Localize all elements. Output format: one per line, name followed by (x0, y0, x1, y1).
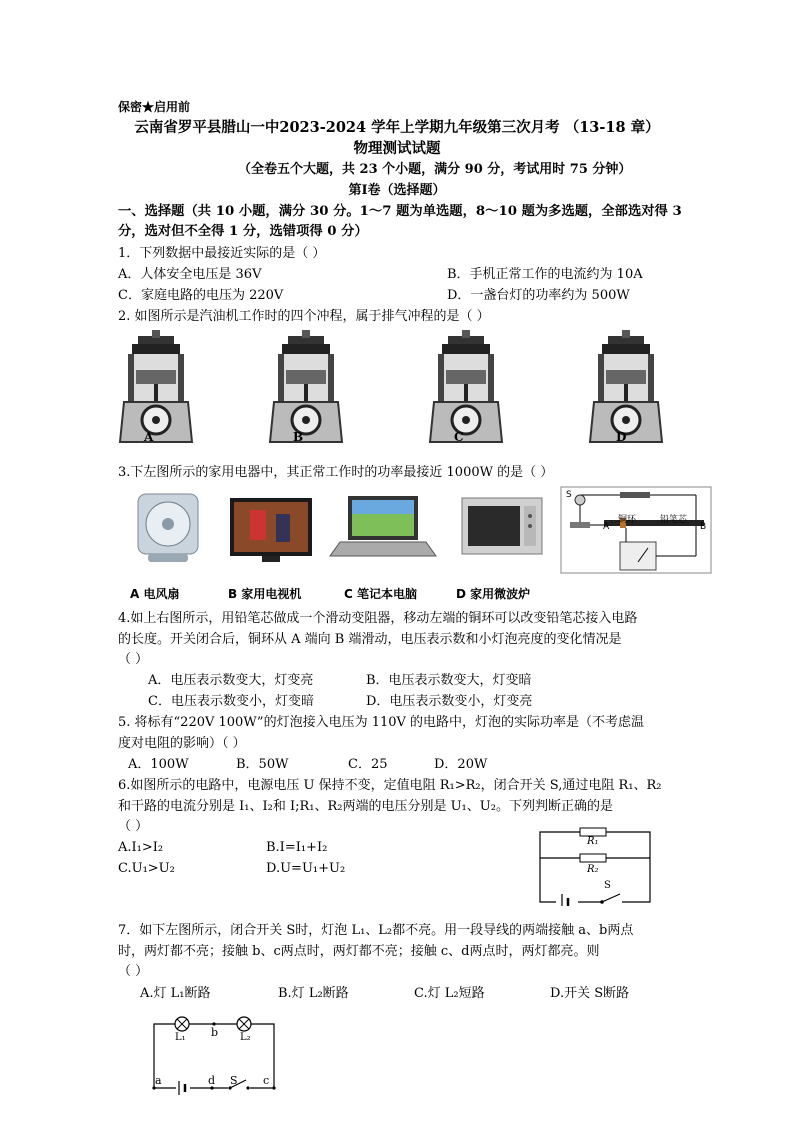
q1-option-d: D．一盏台灯的功率约为 500W (447, 288, 630, 303)
pencil-circuit-label-a: A (603, 522, 610, 532)
q7-option-b: B.灯 L₂断路 (278, 986, 349, 1001)
engine-strokes-figure (118, 326, 678, 450)
q7-circuit-label-d: d (208, 1074, 216, 1087)
appliance-label-d: D 家用微波炉 (456, 587, 531, 601)
q1-option-b: B．手机正常工作的电流约为 10A (447, 267, 643, 282)
q7-circuit-label-c: c (263, 1074, 270, 1087)
engine-label-c: C (454, 430, 464, 444)
q6-line1: 6.如图所示的电路中，电源电压 U 保持不变，定值电阻 R₁>R₂，闭合开关 S,通过电阻 R₁、R₂ (118, 778, 662, 793)
engine-c-icon (430, 330, 502, 442)
resistor-r2-icon (580, 854, 606, 862)
pencil-circuit-label-copper: 铜环 (618, 515, 637, 525)
q7-circuit-label-l1: L₁ (175, 1032, 186, 1043)
q5-option-b: B．50W (236, 757, 289, 772)
q3-stem: 3.下左图所示的家用电器中，其正常工作时的功率最接近 1000W 的是（ ） (118, 465, 554, 480)
q5-option-d: D．20W (434, 757, 488, 772)
q7-circuit-label-b: b (211, 1026, 219, 1039)
q2-stem: 2. 如图所示是汽油机工作时的四个冲程，属于排气冲程的是（ ） (118, 309, 490, 324)
bulb-icon (575, 495, 585, 505)
q4-line2: 的长度。开关闭合后，铜环从 A 端向 B 端滑动，电压表示数和小灯泡亮度的变化情况是 (118, 632, 622, 647)
q1-stem: 1．下列数据中最接近实际的是（ ） (118, 246, 326, 261)
appliance-label-a: A 电风扇 (130, 587, 180, 601)
appliance-label-c: C 笔记本电脑 (344, 587, 417, 601)
battery-icon (620, 492, 650, 498)
q4-option-a: A．电压表示数变大，灯变亮 (148, 673, 314, 688)
q7-line3: （ ） (118, 964, 149, 979)
exam-title: 云南省罗平县腊山一中2023-2024 学年上学期九年级第三次月考 （13-18 章） (134, 119, 660, 136)
engine-label-a: A (144, 430, 154, 444)
pencil-circuit-label-b: B (700, 522, 707, 532)
q6-line2: 和干路的电流分别是 I₁、I₂和 I;R₁、R₂两端的电压分别是 U₁、U₂。下列判断正确的是 (118, 799, 613, 814)
engine-a-icon (120, 330, 192, 442)
q4-line3: （ ） (118, 652, 149, 667)
q6-circuit-label-r1: R₁ (587, 836, 599, 847)
section1-line2: 分，选对但不全得 1 分，选错项得 0 分） (118, 224, 368, 239)
q5-option-c: C．25 (348, 757, 388, 772)
voltmeter-icon (620, 542, 656, 570)
q5-line1: 5. 将标有“220V 100W”的灯泡接入电压为 110V 的电路中，灯泡的实际功率是（不考虑温 (118, 715, 645, 730)
q7-circuit-label-l2: L₂ (240, 1032, 251, 1043)
pencil-lead-circuit-figure (560, 486, 720, 578)
q6-circuit-label-s: S (604, 880, 611, 891)
q6-line3: （ ） (118, 819, 149, 834)
appliance-label-b: B 家用电视机 (228, 587, 302, 601)
q4-option-d: D．电压表示数变小，灯变亮 (366, 694, 533, 709)
pencil-circuit-label-pencil: 铅笔芯 (660, 515, 688, 525)
engine-label-d: D (616, 430, 627, 444)
resistor-r1-icon (580, 828, 606, 836)
switch-icon (570, 522, 590, 528)
appliances-figure (130, 490, 550, 570)
exam-subject: 物理测试试题 (353, 140, 441, 157)
engine-b-icon (270, 330, 342, 442)
q1-option-c: C．家庭电路的电压为 220V (118, 288, 284, 303)
q5-option-a: A．100W (128, 757, 189, 772)
laptop-icon (330, 496, 436, 556)
microwave-icon (462, 498, 542, 554)
q6-option-d: D.U=U₁+U₂ (266, 861, 346, 876)
q7-option-d: D.开关 S断路 (550, 986, 630, 1001)
engine-label-b: B (293, 430, 304, 444)
section1-line1: 一、选择题（共 10 小题，满分 30 分。1～7 题为单选题，8～10 题为多选题，全部选对得 3 (118, 204, 682, 219)
q7-option-c: C.灯 L₂短路 (414, 986, 485, 1001)
q7-option-a: A.灯 L₁断路 (140, 986, 211, 1001)
q5-line2: 度对电阻的影响）（ ） (118, 736, 246, 751)
engine-d-icon (590, 330, 662, 442)
q4-option-b: B．电压表示数变大，灯变暗 (366, 673, 532, 688)
electric-fan-icon (138, 494, 198, 562)
q7-circuit-label-a: a (155, 1074, 162, 1087)
q7-circuit-label-s: S (230, 1074, 238, 1087)
q7-line2: 时，两灯都不亮；接触 b、c两点时，两灯都不亮；接触 c、d两点时，两灯都亮。则 (118, 944, 600, 959)
q4-line1: 4.如上右图所示，用铅笔芯做成一个滑动变阻器，移动左端的铜环可以改变铅笔芯接入电路 (118, 611, 638, 626)
q6-option-c: C.U₁>U₂ (118, 861, 175, 876)
exam-note: （全卷五个大题，共 23 个小题，满分 90 分，考试用时 75 分钟） (238, 162, 632, 177)
q7-line1: 7．如下左图所示，闭合开关 S时，灯泡 L₁、L₂都不亮。用一段导线的两端接触 a、b两点 (118, 923, 634, 938)
secret-label: 保密★启用前 (118, 100, 191, 114)
q6-option-b: B.I=I₁+I₂ (266, 840, 328, 855)
q6-circuit-label-r2: R₂ (587, 864, 599, 875)
q1-option-a: A．人体安全电压是 36V (118, 267, 262, 282)
q4-option-c: C．电压表示数变小，灯变暗 (148, 694, 314, 709)
pencil-circuit-label-s: S (566, 490, 572, 500)
volume-title: 第Ⅰ卷（选择题） (348, 183, 446, 198)
television-icon (230, 498, 312, 562)
q6-option-a: A.I₁>I₂ (118, 840, 164, 855)
